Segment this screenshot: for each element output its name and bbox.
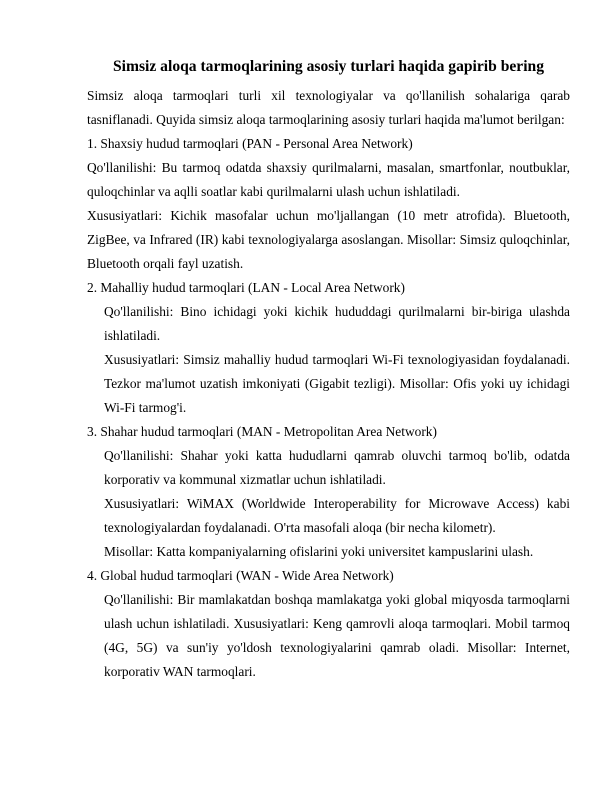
section-heading-wan: 4. Global hudud tarmoqlari (WAN - Wide Area Network): [87, 568, 394, 583]
section-wan-usage: Qo'llanilishi: Bir mamlakatdan boshqa mamlakatga yoki global miqyosda tarmoqlarni ulash uchun ishlatiladi. Xususiyatlari: Keng qamrovli aloqa tarmoqlari. Mobil tarmoq (4G, 5G) va sun'iy yo'ldosh texnologiyalarini qamrab oladi. Misollar: Internet, korporativ WAN tarmoqlari.: [104, 592, 570, 679]
section-pan-usage: Qo'llanilishi: Bu tarmoq odatda shaxsiy qurilmalarni, masalan, smartfonlar, noutbuklar, quloqchinlar va aqlli soatlar kabi qurilmalarni ulash uchun ishlatiladi.: [87, 160, 570, 199]
intro-paragraph: Simsiz aloqa tarmoqlari turli xil texnologiyalar va qo'llanilish sohalariga qarab tasniflanadi. Quyida simsiz aloqa tarmoqlarining asosiy turlari haqida ma'lumot berilgan:: [87, 88, 570, 127]
section-lan-usage: Qo'llanilishi: Bino ichidagi yoki kichik hududdagi qurilmalarni bir-biriga ulashda ishlatiladi.: [104, 304, 570, 343]
section-lan-features: Xususiyatlari: Simsiz mahalliy hudud tarmoqlari Wi-Fi texnologiyasidan foydalanadi. Tezkor ma'lumot uzatish imkoniyati (Gigabit tezligi). Misollar: Ofis yoki uy ichidagi Wi-Fi tarmog'i.: [104, 352, 570, 415]
section-man-features: Xususiyatlari: WiMAX (Worldwide Interoperability for Microwave Access) kabi texnologiyalardan foydalanadi. O'rta masofali aloqa (bir necha kilometr).: [104, 496, 570, 535]
section-pan-features: Xususiyatlari: Kichik masofalar uchun mo'ljallangan (10 metr atrofida). Bluetooth, ZigBee, va Infrared (IR) kabi texnologiyalarga asoslangan. Misollar: Simsiz quloqchinlar, Bluetooth orqali fayl uzatish.: [87, 208, 570, 271]
section-man-examples: Misollar: Katta kompaniyalarning ofislarini yoki universitet kampuslarini ulash.: [104, 544, 534, 559]
document-title: Simsiz aloqa tarmoqlarining asosiy turlari haqida gapirib bering: [112, 58, 545, 75]
section-man-usage: Qo'llanilishi: Shahar yoki katta hududlarni qamrab oluvchi tarmoq bo'lib, odatda korporativ va kommunal xizmatlar uchun ishlatiladi.: [104, 448, 570, 487]
section-heading-lan: 2. Mahalliy hudud tarmoqlari (LAN - Local Area Network): [87, 280, 405, 295]
section-heading-man: 3. Shahar hudud tarmoqlari (MAN - Metropolitan Area Network): [87, 424, 437, 439]
section-heading-pan: 1. Shaxsiy hudud tarmoqlari (PAN - Personal Area Network): [87, 136, 413, 151]
